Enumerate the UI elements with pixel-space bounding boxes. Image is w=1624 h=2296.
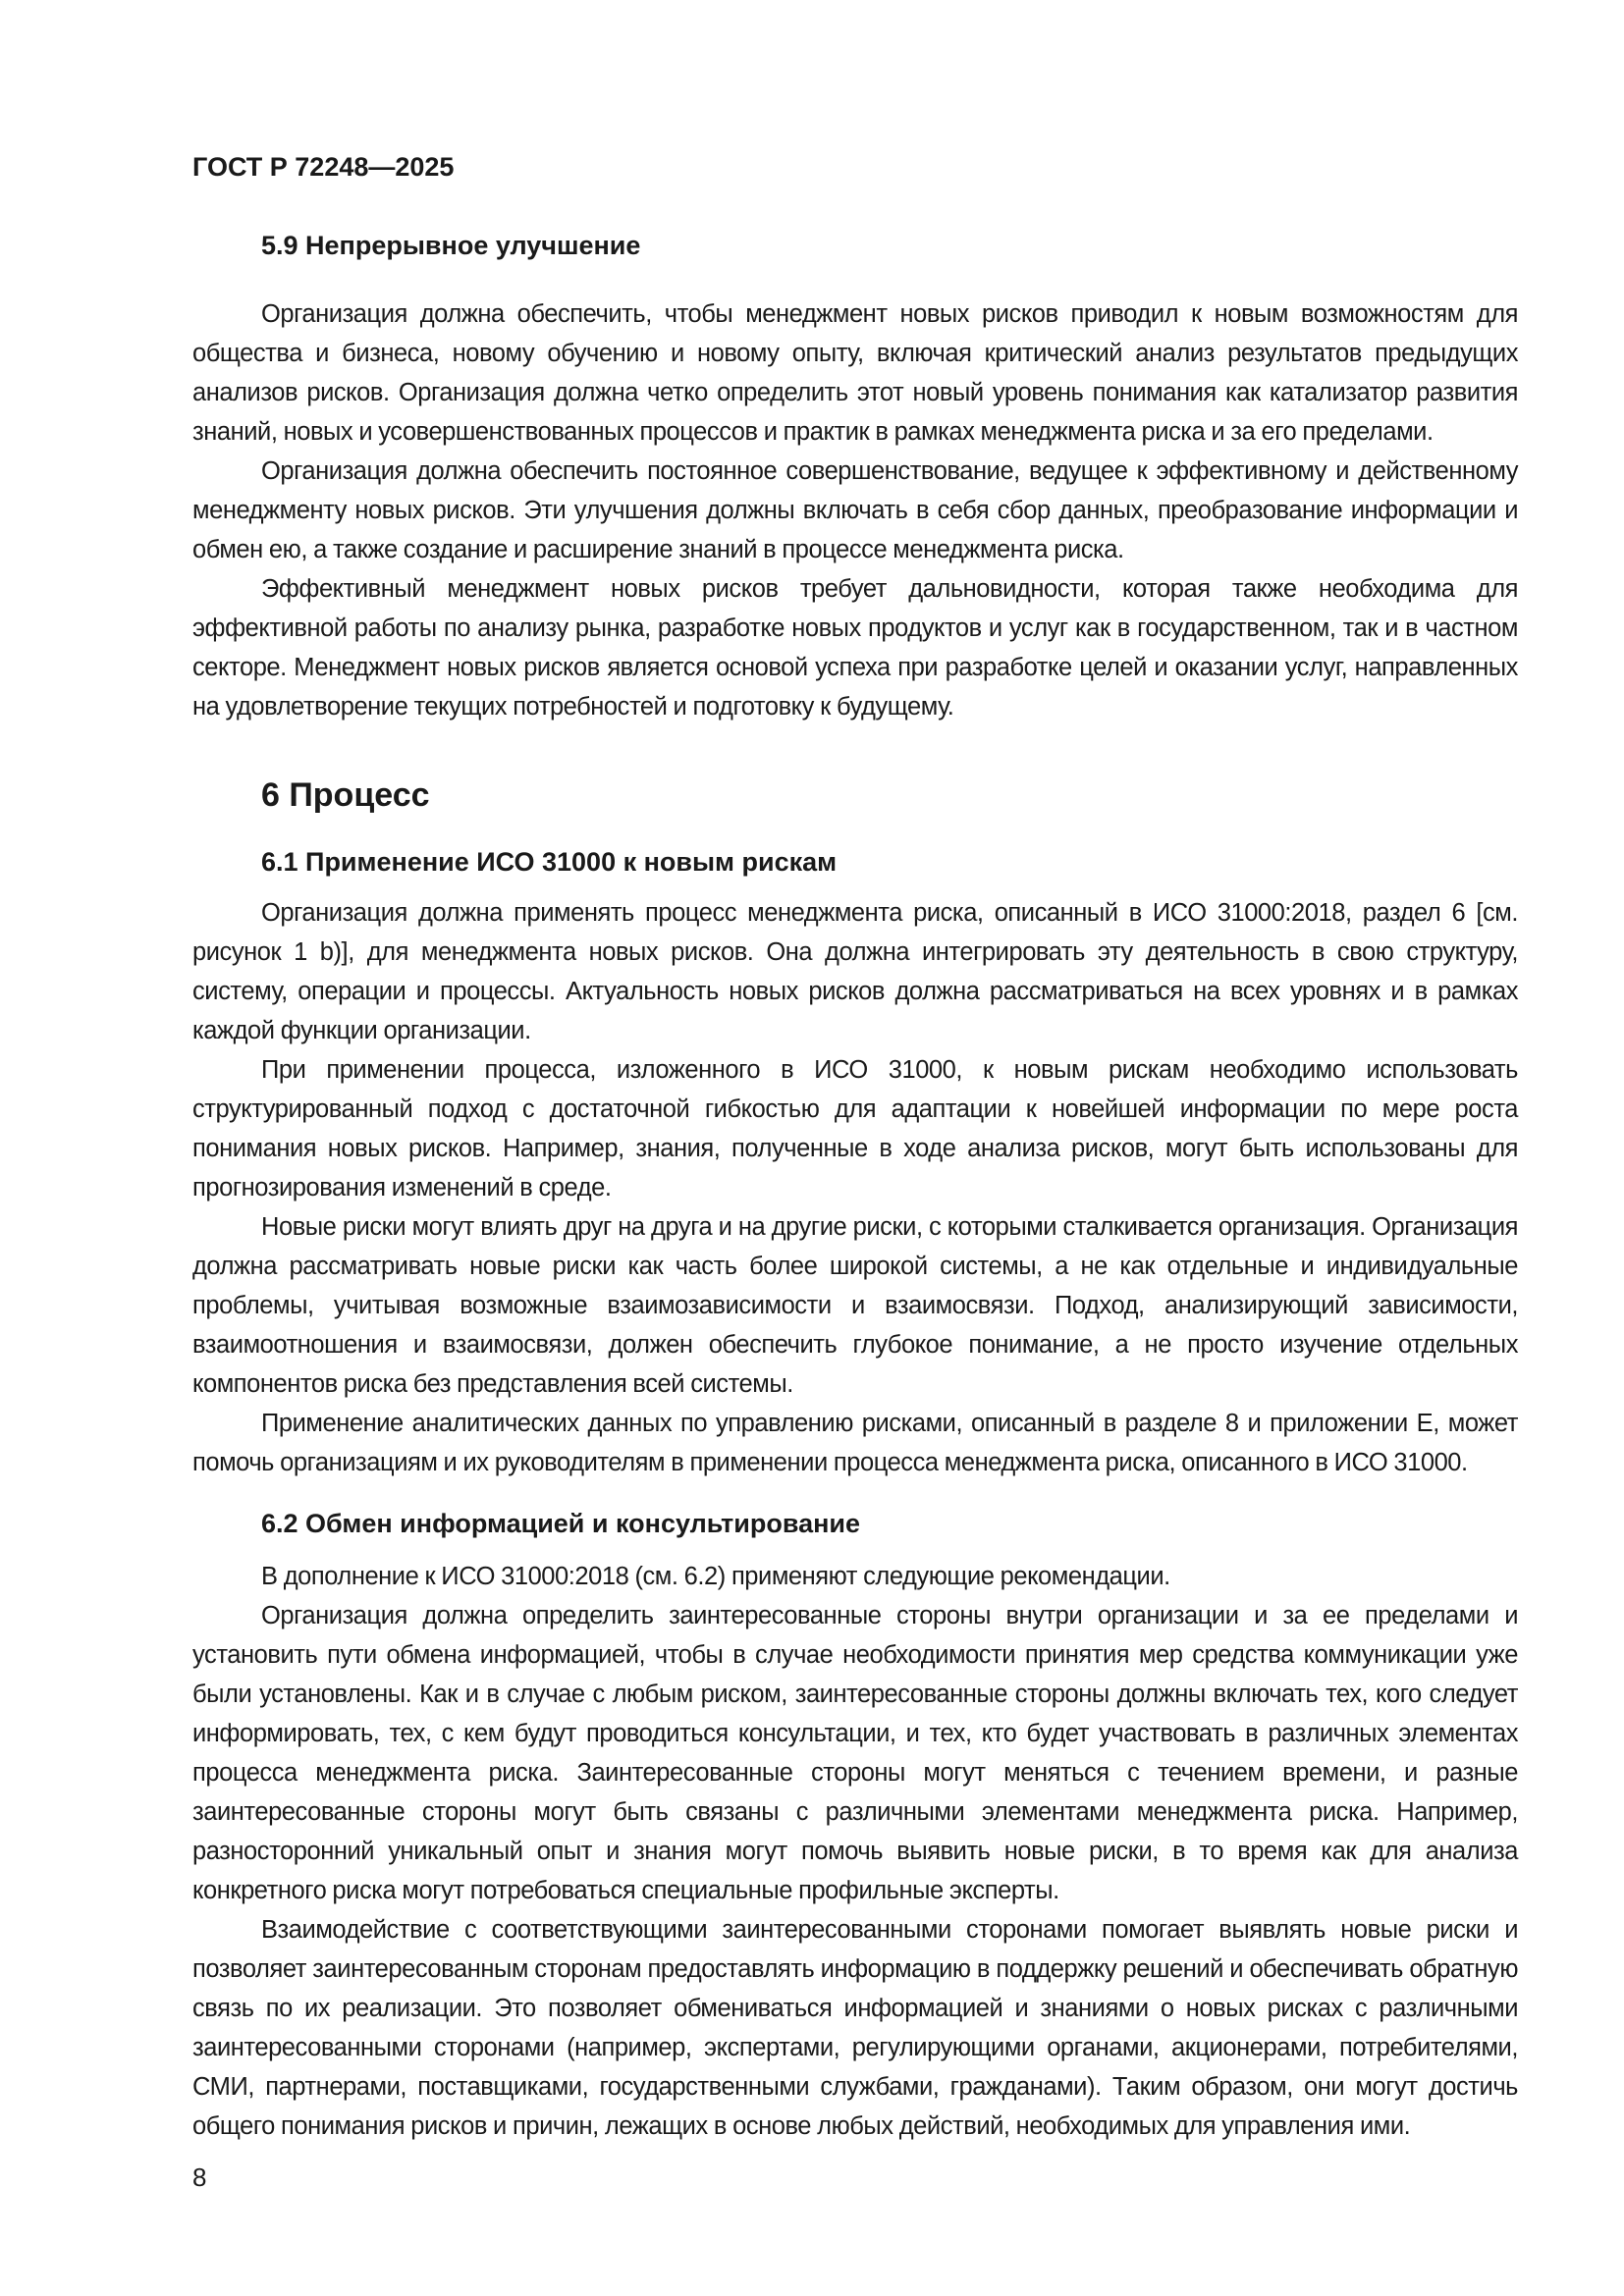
paragraph: Взаимодействие с соответствующими заинтересованными сторонами помогает выявлять новые риски и позволяет заинтересованным сторонам предоставлять информацию в поддержку решений и обеспечивать обратную связь по их реализации. Это позволяет обмениваться информацией и знаниями о новых рисках с различными заинтересованными сторонами (например, экспертами, регулирующими органами, акционерами, потребителями, СМИ, партнерами, поставщиками, государственными службами, гражданами). Таким образом, они могут достичь общего понимания рисков и причин, лежащих в основе любых действий, необходимых для управления ими.: [192, 1916, 1518, 2140]
paragraph: При применении процесса, изложенного в ИСО 31000, к новым рискам необходимо использовать структурированный подход с достаточной гибкостью для адаптации к новейшей информации по мере роста понимания новых рисков. Например, знания, полученные в ходе анализа рисков, могут быть использованы для прогнозирования изменений в среде.: [192, 1056, 1518, 1201]
paragraph: Организация должна применять процесс менеджмента риска, описанный в ИСО 31000:2018, раздел 6 [см. рисунок 1 b)], для менеджмента новых рисков. Она должна интегрировать эту деятельность в свою структуру, систему, операции и процессы. Актуальность новых рисков должна рассматриваться на всех уровнях и в рамках каждой функции организации.: [192, 899, 1518, 1044]
document-header: ГОСТ Р 72248—2025: [192, 152, 455, 182]
page-number: 8: [192, 2163, 207, 2192]
section-6-heading: 6 Процесс: [261, 776, 430, 814]
paragraph: В дополнение к ИСО 31000:2018 (см. 6.2) применяют следующие рекомендации.: [261, 1563, 1170, 1590]
paragraph: Эффективный менеджмент новых рисков требует дальновидности, которая также необходима для эффективной работы по анализу рынка, разработке новых продуктов и услуг как в государственном, так и в частном секторе. Менеджмент новых рисков является основой успеха при разработке целей и оказании услуг, направленных на удовлетворение текущих потребностей и подготовку к будущему.: [192, 575, 1518, 721]
paragraph: Организация должна обеспечить постоянное совершенствование, ведущее к эффективному и действенному менеджменту новых рисков. Эти улучшения должны включать в себя сбор данных, преобразование информации и обмен ею, а также создание и расширение знаний в процессе менеджмента риска.: [192, 457, 1518, 563]
section-6-2-heading: 6.2 Обмен информацией и консультирование: [261, 1509, 861, 1538]
paragraph: Применение аналитических данных по управлению рисками, описанный в разделе 8 и приложении Е, может помочь организациям и их руководителям в применении процесса менеджмента риска, описанного в ИСО 31000.: [192, 1410, 1518, 1476]
paragraph: Новые риски могут влиять друг на друга и на другие риски, с которыми сталкивается организация. Организация должна рассматривать новые риски как часть более широкой системы, а не как отдельные и индивидуальные проблемы, учитывая возможные взаимозависимости и взаимосвязи. Подход, анализирующий зависимости, взаимоотношения и взаимосвязи, должен обеспечить глубокое понимание, а не просто изучение отдельных компонентов риска без представления всей системы.: [192, 1213, 1518, 1398]
paragraph: Организация должна определить заинтересованные стороны внутри организации и за ее пределами и установить пути обмена информацией, чтобы в случае необходимости принятия мер средства коммуникации уже были установлены. Как и в случае с любым риском, заинтересованные стороны должны включать тех, кого следует информировать, тех, с кем будут проводиться консультации, и тех, кто будет участвовать в различных элементах процесса менеджмента риска. Заинтересованные стороны могут меняться с течением времени, и разные заинтересованные стороны могут быть связаны с различными элементами менеджмента риска. Например, разносторонний уникальный опыт и знания могут помочь выявить новые риски, в то время как для анализа конкретного риска могут потребоваться специальные профильные эксперты.: [192, 1602, 1518, 1904]
page-content: [192, 224, 1518, 2146]
section-5-9-heading: 5.9 Непрерывное улучшение: [261, 231, 641, 260]
section-6-1-heading: 6.1 Применение ИСО 31000 к новым рискам: [261, 847, 838, 877]
paragraph: Организация должна обеспечить, чтобы менеджмент новых рисков приводил к новым возможностям для общества и бизнеса, новому обучению и новому опыту, включая критический анализ результатов предыдущих анализов рисков. Организация должна четко определить этот новый уровень понимания как катализатор развития знаний, новых и усовершенствованных процессов и практик в рамках менеджмента риска и за его пределами.: [192, 300, 1518, 446]
